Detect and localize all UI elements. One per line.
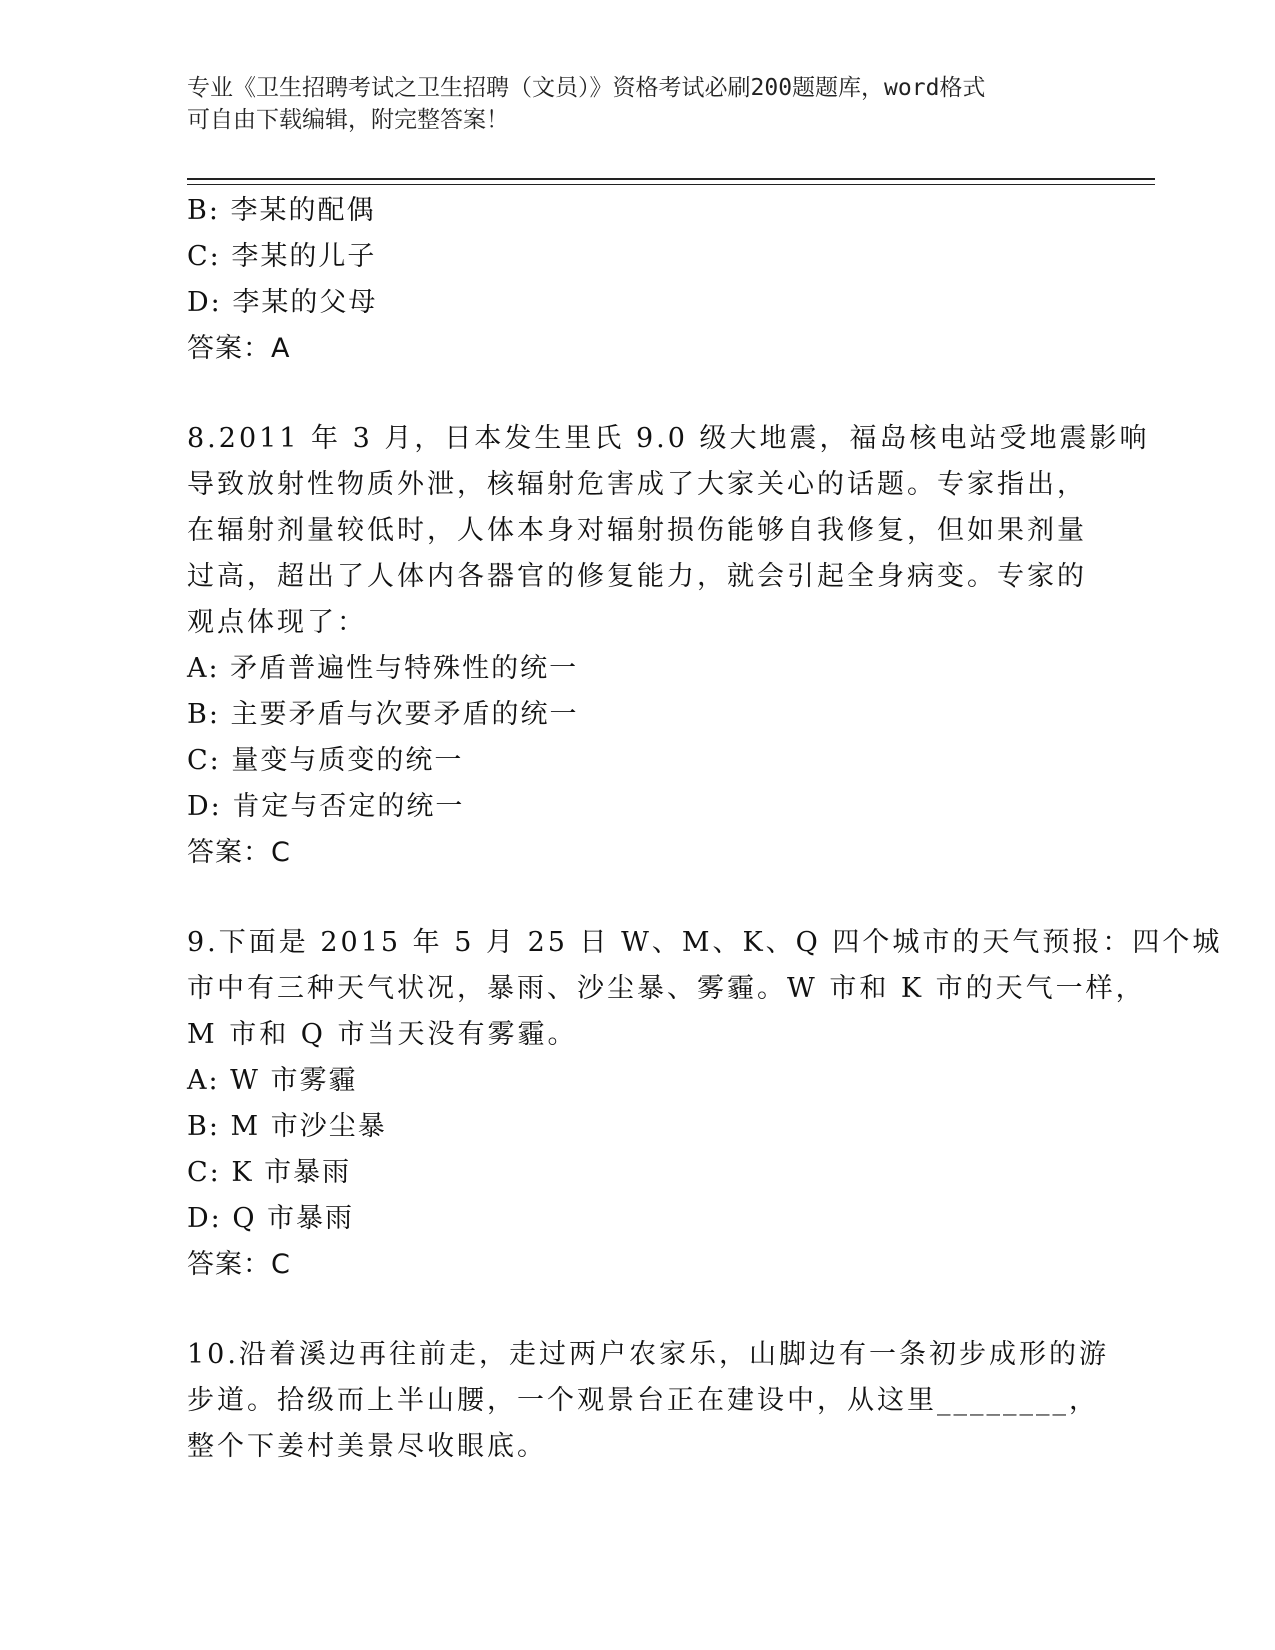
question-stem-line: M 市和 Q 市当天没有雾霾。	[187, 1019, 578, 1050]
answer-line: 答案：C	[187, 837, 291, 868]
option-b: B: 李某的配偶	[187, 195, 376, 226]
answer-line: 答案：C	[187, 1249, 291, 1280]
question-10	[187, 1332, 1109, 1470]
header-line-1: 专业《卫生招聘考试之卫生招聘（文员）》资格考试必刷200题题库，word格式	[187, 75, 986, 101]
document-header	[187, 72, 1067, 136]
question-8	[187, 416, 1150, 876]
question-stem-line: 市中有三种天气状况，暴雨、沙尘暴、雾霾。W 市和 K 市的天气一样，	[187, 973, 1146, 1004]
header-divider-thin	[187, 184, 1155, 185]
question-stem-line: 9.下面是 2015 年 5 月 25 日 W、M、K、Q 四个城市的天气预报：四个城	[187, 927, 1223, 958]
option-d: D: 李某的父母	[187, 287, 378, 318]
question-stem-line: 观点体现了：	[187, 607, 367, 638]
header-line-2: 可自由下载编辑，附完整答案！	[187, 107, 509, 133]
question-7-tail	[187, 188, 1087, 372]
option-a: A: 矛盾普遍性与特殊性的统一	[187, 653, 579, 684]
question-stem-line: 过高，超出了人体内各器官的修复能力，就会引起全身病变。专家的	[187, 561, 1087, 592]
option-c: C: K 市暴雨	[187, 1157, 352, 1188]
option-a: A: W 市雾霾	[187, 1065, 358, 1096]
option-b: B: M 市沙尘暴	[187, 1111, 387, 1142]
question-stem-line: 在辐射剂量较低时，人体本身对辐射损伤能够自我修复，但如果剂量	[187, 515, 1087, 546]
option-b: B: 主要矛盾与次要矛盾的统一	[187, 699, 579, 730]
question-9	[187, 920, 1223, 1288]
question-stem-line: 10.沿着溪边再往前走，走过两户农家乐，山脚边有一条初步成形的游	[187, 1339, 1109, 1370]
option-c: C: 量变与质变的统一	[187, 745, 464, 776]
option-c: C: 李某的儿子	[187, 241, 377, 272]
question-stem-line: 步道。拾级而上半山腰，一个观景台正在建设中，从这里________，	[187, 1385, 1099, 1416]
option-d: D: 肯定与否定的统一	[187, 791, 465, 822]
option-d: D: Q 市暴雨	[187, 1203, 355, 1234]
question-stem-line: 导致放射性物质外泄，核辐射危害成了大家关心的话题。专家指出，	[187, 469, 1087, 500]
header-divider-thick	[187, 178, 1155, 180]
answer-line: 答案：A	[187, 333, 291, 364]
document-body	[187, 188, 1223, 1470]
question-stem-line: 整个下姜村美景尽收眼底。	[187, 1431, 547, 1462]
question-stem-line: 8.2011 年 3 月，日本发生里氏 9.0 级大地震，福岛核电站受地震影响	[187, 423, 1150, 454]
